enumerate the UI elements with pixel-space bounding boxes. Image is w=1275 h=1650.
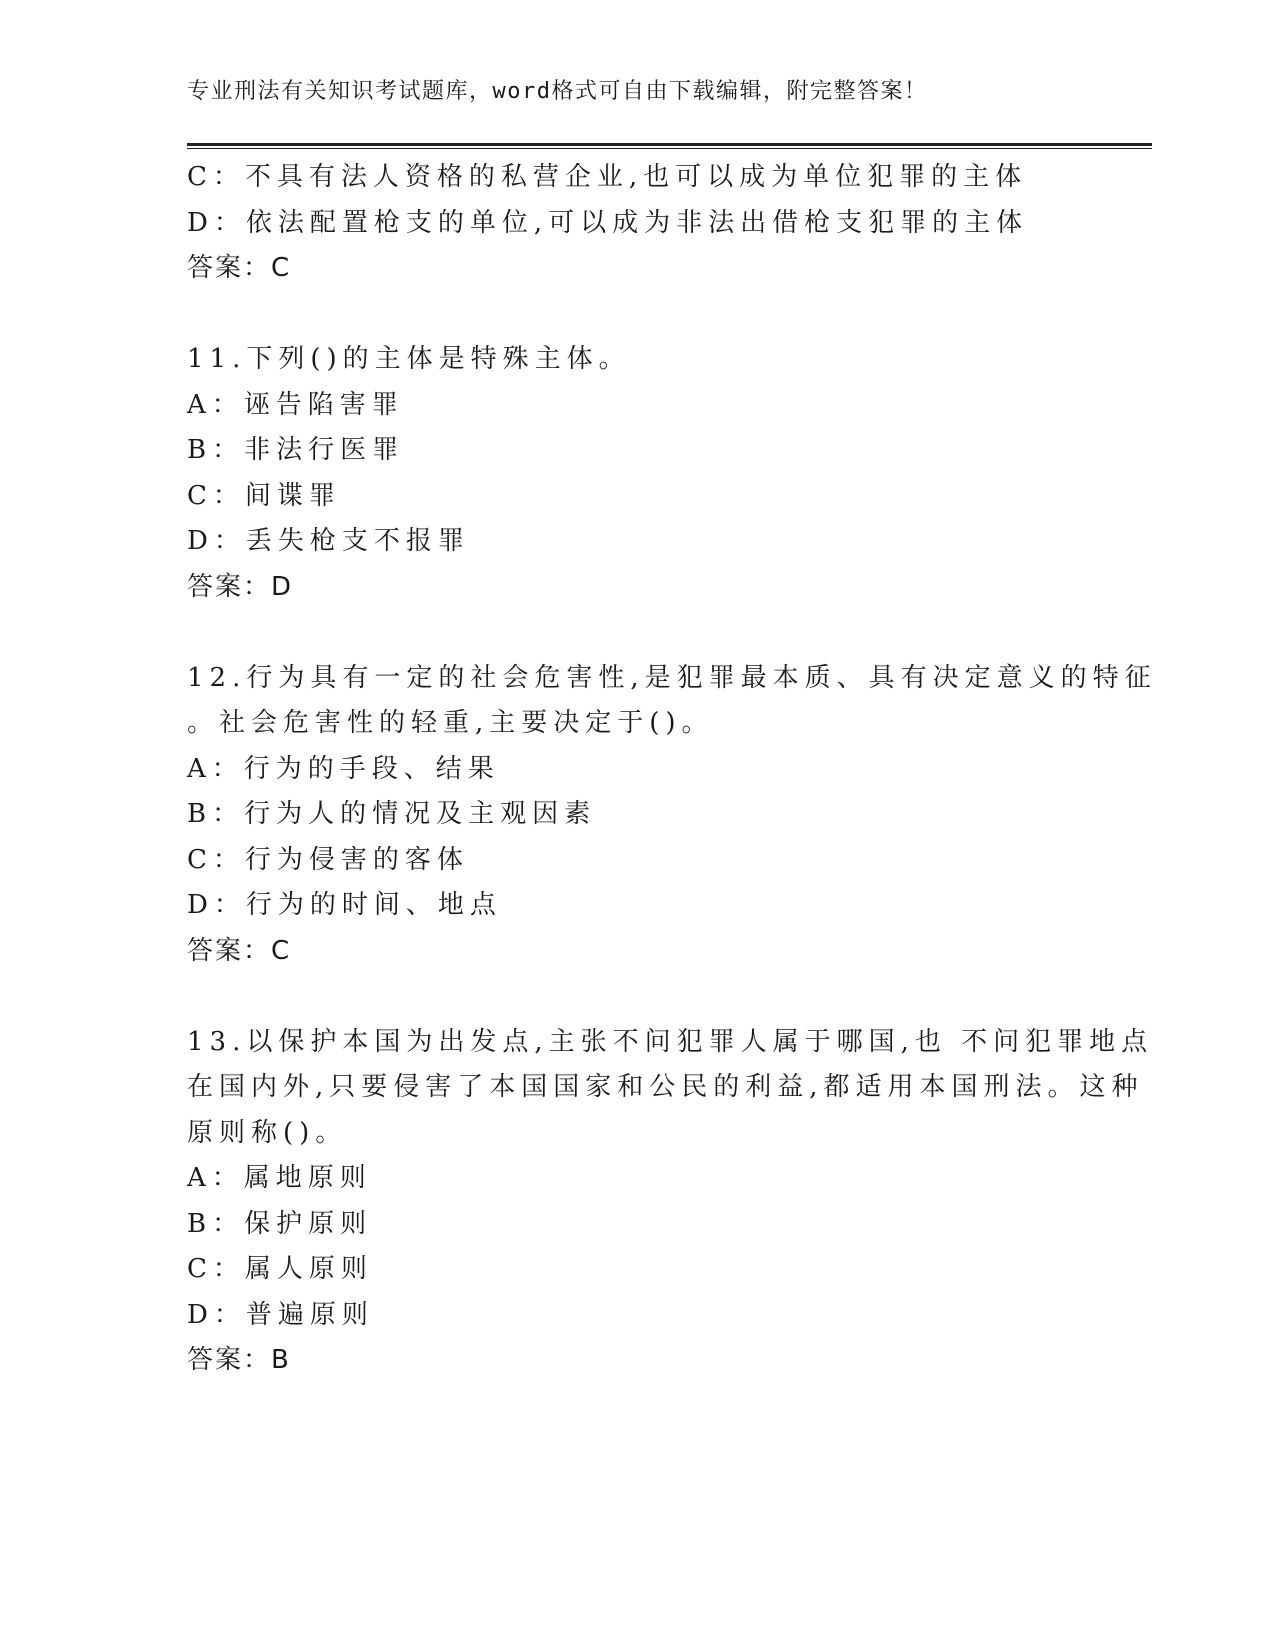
option-c: C：属人原则 [187, 1254, 373, 1284]
spacer [187, 974, 1087, 1020]
question-block-11 [187, 337, 1087, 610]
question-stem-line-1: 13.以保护本国为出发点,主张不问犯罪人属于哪国,也 不问犯罪地点 [187, 1026, 1154, 1057]
spacer [187, 610, 1087, 656]
option-d: D：普遍原则 [187, 1299, 374, 1330]
question-block-12 [187, 656, 1157, 975]
question-block-10 [187, 155, 1087, 292]
option-a: A：属地原则 [187, 1163, 372, 1193]
option-a: A：行为的手段、结果 [187, 753, 500, 784]
header-divider [187, 143, 1152, 149]
document-body [187, 155, 1157, 1384]
question-stem: 11.下列()的主体是特殊主体。 [187, 344, 631, 374]
option-b: B：保护原则 [187, 1208, 373, 1239]
spacer [187, 292, 1087, 338]
option-d: D：行为的时间、地点 [187, 890, 502, 920]
answer-line: 答案：C [187, 935, 292, 966]
option-b: B：非法行医罪 [187, 435, 405, 465]
answer-line: 答案：D [187, 571, 294, 602]
answer-line: 答案：B [187, 1345, 291, 1375]
option-b: B：行为人的情况及主观因素 [187, 799, 597, 829]
answer-line: 答案：C [187, 253, 292, 283]
option-c: C：不具有法人资格的私营企业,也可以成为单位犯罪的主体 [187, 162, 1028, 192]
question-stem-line-1: 12.行为具有一定的社会危害性,是犯罪最本质、具有决定意义的特征 [187, 662, 1157, 693]
page-header: 专业刑法有关知识考试题库，word格式可自由下载编辑，附完整答案！ [187, 79, 928, 104]
question-stem-line-2: 在国内外,只要侵害了本国国家和公民的利益,都适用本国刑法。这种 [187, 1072, 1144, 1102]
option-c: C：间谍罪 [187, 480, 341, 511]
option-d: D：依法配置枪支的单位,可以成为非法出借枪支犯罪的主体 [187, 207, 1029, 238]
question-stem-line-3: 原则称()。 [187, 1117, 348, 1148]
question-stem-line-2: 。社会危害性的轻重,主要决定于()。 [187, 708, 714, 738]
option-a: A：诬告陷害罪 [187, 389, 404, 420]
question-block-13 [187, 1020, 1154, 1384]
option-d: D：丢失枪支不报罪 [187, 526, 470, 556]
option-c: C：行为侵害的客体 [187, 844, 469, 875]
